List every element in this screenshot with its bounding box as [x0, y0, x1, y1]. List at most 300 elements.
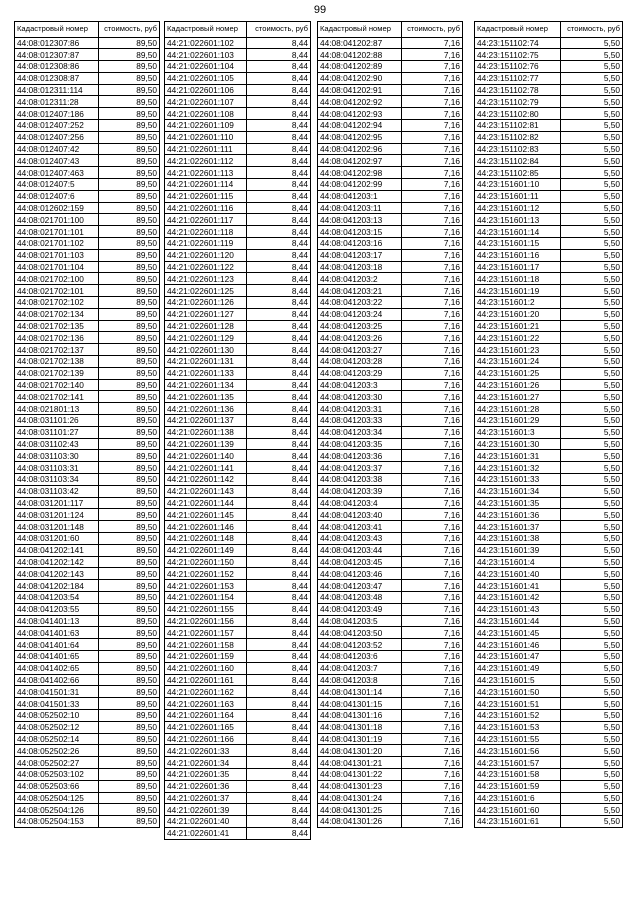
- cadastral-number-cell: 44:23:151601:35: [475, 497, 561, 509]
- table-row: [15, 792, 160, 804]
- cadastral-number-cell: 44:08:041202:90: [318, 72, 402, 84]
- table-row: [475, 261, 623, 273]
- cadastral-number-cell: 44:21:022601:148: [165, 532, 247, 544]
- cadastral-number-cell: 44:08:012407:252: [15, 120, 99, 132]
- table-row: [475, 639, 623, 651]
- cost-cell: 5,50: [561, 356, 623, 368]
- cost-cell: 8,44: [247, 61, 311, 73]
- cadastral-number-cell: 44:21:022601:102: [165, 37, 247, 49]
- table-row: [15, 356, 160, 368]
- table-row: [165, 214, 311, 226]
- cadastral-number-cell: 44:21:022601:34: [165, 757, 247, 769]
- cost-cell: 8,44: [247, 450, 311, 462]
- table-row: [165, 61, 311, 73]
- table-row: [15, 768, 160, 780]
- cost-cell: 89,50: [99, 485, 160, 497]
- cost-cell: 5,50: [561, 603, 623, 615]
- cadastral-number-cell: 44:08:041203:26: [318, 332, 402, 344]
- cadastral-number-cell: 44:23:151601:21: [475, 320, 561, 332]
- cadastral-number-cell: 44:08:031101:27: [15, 426, 99, 438]
- cadastral-number-cell: 44:21:022601:143: [165, 485, 247, 497]
- cadastral-number-cell: 44:23:151601:31: [475, 450, 561, 462]
- table-row: [15, 308, 160, 320]
- table-row: [15, 591, 160, 603]
- cost-cell: 5,50: [561, 639, 623, 651]
- table-row: [15, 521, 160, 533]
- cadastral-number-cell: 44:21:022601:40: [165, 816, 247, 828]
- cost-cell: 7,16: [402, 96, 463, 108]
- cadastral-number-cell: 44:08:052502:26: [15, 745, 99, 757]
- table-row: [318, 497, 463, 509]
- cadastral-number-cell: 44:08:041202:97: [318, 155, 402, 167]
- cost-cell: 7,16: [402, 297, 463, 309]
- table-row: [318, 61, 463, 73]
- cadastral-number-cell: 44:21:022601:114: [165, 179, 247, 191]
- cost-cell: 5,50: [561, 473, 623, 485]
- cadastral-number-cell: 44:21:022601:139: [165, 438, 247, 450]
- cadastral-number-cell: 44:08:041202:92: [318, 96, 402, 108]
- table-row: [15, 285, 160, 297]
- table-row: [15, 532, 160, 544]
- cadastral-number-cell: 44:21:022601:154: [165, 591, 247, 603]
- table-row: [15, 96, 160, 108]
- cadastral-number-cell: 44:08:041203:34: [318, 426, 402, 438]
- cadastral-number-cell: 44:23:151601:53: [475, 721, 561, 733]
- table-row: [165, 792, 311, 804]
- cost-cell: 7,16: [402, 308, 463, 320]
- table-row: [165, 709, 311, 721]
- cadastral-number-cell: 44:23:151102:78: [475, 84, 561, 96]
- table-row: [475, 745, 623, 757]
- table-row: [475, 438, 623, 450]
- cadastral-number-cell: 44:23:151601:60: [475, 804, 561, 816]
- cost-cell: 7,16: [402, 155, 463, 167]
- table-row: [165, 84, 311, 96]
- table-row: [318, 367, 463, 379]
- cadastral-number-cell: 44:08:031201:124: [15, 509, 99, 521]
- table-row: [15, 143, 160, 155]
- table-row: [15, 603, 160, 615]
- cost-cell: 8,44: [247, 768, 311, 780]
- table-row: [318, 285, 463, 297]
- table-row: [475, 167, 623, 179]
- cost-cell: 89,50: [99, 167, 160, 179]
- cadastral-number-cell: 44:08:052504:126: [15, 804, 99, 816]
- cost-cell: 5,50: [561, 521, 623, 533]
- table-row: [165, 332, 311, 344]
- cadastral-number-cell: 44:08:041401:65: [15, 650, 99, 662]
- cadastral-number-cell: 44:08:052504:125: [15, 792, 99, 804]
- table-row: [475, 403, 623, 415]
- table-row: [475, 521, 623, 533]
- cost-cell: 8,44: [247, 379, 311, 391]
- cadastral-number-cell: 44:08:041203:6: [318, 650, 402, 662]
- table-row: [15, 568, 160, 580]
- cost-cell: 8,44: [247, 650, 311, 662]
- cadastral-number-cell: 44:08:041203:44: [318, 544, 402, 556]
- table-row: [165, 261, 311, 273]
- table-row: [15, 721, 160, 733]
- cost-cell: 5,50: [561, 403, 623, 415]
- cost-cell: 8,44: [247, 792, 311, 804]
- table-row: [15, 332, 160, 344]
- cadastral-number-cell: 44:23:151601:19: [475, 285, 561, 297]
- cost-cell: 8,44: [247, 426, 311, 438]
- cost-cell: 7,16: [402, 356, 463, 368]
- cadastral-number-cell: 44:08:021701:103: [15, 249, 99, 261]
- cost-cell: 7,16: [402, 84, 463, 96]
- table-row: [475, 698, 623, 710]
- cost-cell: 7,16: [402, 521, 463, 533]
- table-row: [165, 96, 311, 108]
- cadastral-number-cell: 44:08:041202:141: [15, 544, 99, 556]
- cost-cell: 8,44: [247, 332, 311, 344]
- cadastral-number-cell: 44:21:022601:35: [165, 768, 247, 780]
- cadastral-number-cell: 44:23:151102:81: [475, 120, 561, 132]
- cadastral-number-cell: 44:23:151601:24: [475, 356, 561, 368]
- cost-cell: 89,50: [99, 686, 160, 698]
- table-row: [318, 49, 463, 61]
- cadastral-number-cell: 44:08:021701:104: [15, 261, 99, 273]
- cost-cell: 5,50: [561, 580, 623, 592]
- cadastral-number-cell: 44:08:041203:45: [318, 556, 402, 568]
- table-row: [318, 580, 463, 592]
- table-row: [475, 131, 623, 143]
- cost-cell: 89,50: [99, 308, 160, 320]
- table-row: [318, 568, 463, 580]
- table-row: [165, 344, 311, 356]
- cadastral-number-cell: 44:21:022601:39: [165, 804, 247, 816]
- cadastral-number-cell: 44:08:041203:3: [318, 379, 402, 391]
- cadastral-number-cell: 44:21:022601:116: [165, 202, 247, 214]
- table-row: [475, 344, 623, 356]
- cost-cell: 89,50: [99, 603, 160, 615]
- table-row: [15, 190, 160, 202]
- table-row: [318, 167, 463, 179]
- table-row: [15, 674, 160, 686]
- cadastral-number-cell: 44:21:022601:120: [165, 249, 247, 261]
- cadastral-number-cell: 44:08:021702:137: [15, 344, 99, 356]
- cadastral-number-cell: 44:08:041203:47: [318, 580, 402, 592]
- table-header-row: [318, 22, 463, 38]
- table-row: [475, 226, 623, 238]
- cadastral-number-cell: 44:08:041202:89: [318, 61, 402, 73]
- cost-cell: 5,50: [561, 143, 623, 155]
- cost-cell: 8,44: [247, 285, 311, 297]
- cost-cell: 8,44: [247, 96, 311, 108]
- table-row: [318, 179, 463, 191]
- table-row: [165, 532, 311, 544]
- table-row: [475, 509, 623, 521]
- cadastral-number-cell: 44:08:041301:26: [318, 816, 402, 828]
- table-row: [475, 662, 623, 674]
- cadastral-number-cell: 44:08:041202:98: [318, 167, 402, 179]
- table-row: [475, 485, 623, 497]
- cadastral-number-cell: 44:08:041501:31: [15, 686, 99, 698]
- cost-cell: 8,44: [247, 238, 311, 250]
- cost-cell: 8,44: [247, 603, 311, 615]
- cadastral-number-cell: 44:08:041203:5: [318, 615, 402, 627]
- table-row: [165, 780, 311, 792]
- table-row: [165, 509, 311, 521]
- table-row: [15, 249, 160, 261]
- cost-cell: 5,50: [561, 84, 623, 96]
- cadastral-number-cell: 44:08:052502:27: [15, 757, 99, 769]
- cadastral-number-cell: 44:23:151601:46: [475, 639, 561, 651]
- cadastral-number-cell: 44:21:022601:125: [165, 285, 247, 297]
- cadastral-number-cell: 44:23:151601:32: [475, 462, 561, 474]
- cadastral-number-cell: 44:21:022601:164: [165, 709, 247, 721]
- cost-cell: 7,16: [402, 426, 463, 438]
- cost-cell: 5,50: [561, 544, 623, 556]
- cadastral-number-cell: 44:08:021702:139: [15, 367, 99, 379]
- table-row: [165, 768, 311, 780]
- cadastral-number-cell: 44:08:041501:33: [15, 698, 99, 710]
- table-row: [15, 580, 160, 592]
- table-row: [318, 261, 463, 273]
- table-row: [165, 190, 311, 202]
- cadastral-number-cell: 44:08:031103:31: [15, 462, 99, 474]
- cadastral-number-cell: 44:08:041203:40: [318, 509, 402, 521]
- table-row: [165, 544, 311, 556]
- cadastral-number-cell: 44:23:151102:74: [475, 37, 561, 49]
- table-row: [475, 580, 623, 592]
- cost-header: стоимость, руб: [561, 22, 623, 38]
- cost-cell: 5,50: [561, 96, 623, 108]
- cost-cell: 89,50: [99, 96, 160, 108]
- cost-cell: 8,44: [247, 485, 311, 497]
- table-row: [318, 757, 463, 769]
- cadastral-number-cell: 44:08:041203:43: [318, 532, 402, 544]
- cost-cell: 8,44: [247, 49, 311, 61]
- table-row: [318, 308, 463, 320]
- table-row: [165, 733, 311, 745]
- table-row: [475, 214, 623, 226]
- cadastral-number-cell: 44:08:041203:49: [318, 603, 402, 615]
- cadastral-number-cell: 44:08:031201:117: [15, 497, 99, 509]
- table-row: [475, 190, 623, 202]
- cadastral-number-cell: 44:23:151601:37: [475, 521, 561, 533]
- table-row: [318, 143, 463, 155]
- table-row: [318, 426, 463, 438]
- cost-cell: 8,44: [247, 367, 311, 379]
- cadastral-number-cell: 44:08:012407:186: [15, 108, 99, 120]
- cost-cell: 89,50: [99, 639, 160, 651]
- table-row: [15, 214, 160, 226]
- cost-cell: 7,16: [402, 509, 463, 521]
- cost-cell: 7,16: [402, 650, 463, 662]
- cadastral-number-cell: 44:21:022601:155: [165, 603, 247, 615]
- table-row: [318, 120, 463, 132]
- table-row: [318, 108, 463, 120]
- cadastral-number-cell: 44:08:031101:26: [15, 415, 99, 427]
- table-row: [15, 179, 160, 191]
- cost-cell: 5,50: [561, 297, 623, 309]
- cadastral-number-cell: 44:23:151601:45: [475, 627, 561, 639]
- table-row: [165, 226, 311, 238]
- cost-cell: 7,16: [402, 226, 463, 238]
- cadastral-number-cell: 44:08:041203:22: [318, 297, 402, 309]
- table-row: [318, 273, 463, 285]
- cost-cell: 5,50: [561, 721, 623, 733]
- cadastral-number-cell: 44:08:041203:13: [318, 214, 402, 226]
- table-row: [318, 391, 463, 403]
- cost-cell: 89,50: [99, 757, 160, 769]
- cost-cell: 7,16: [402, 415, 463, 427]
- cost-cell: 5,50: [561, 816, 623, 828]
- table-row: [318, 627, 463, 639]
- cost-cell: 89,50: [99, 49, 160, 61]
- table-row: [318, 556, 463, 568]
- table-row: [15, 450, 160, 462]
- cadastral-number-cell: 44:21:022601:36: [165, 780, 247, 792]
- cost-cell: 7,16: [402, 686, 463, 698]
- table-row: [165, 674, 311, 686]
- cost-cell: 8,44: [247, 780, 311, 792]
- table-row: [165, 485, 311, 497]
- cadastral-number-cell: 44:08:031103:30: [15, 450, 99, 462]
- cost-cell: 8,44: [247, 591, 311, 603]
- table-row: [318, 485, 463, 497]
- cost-cell: 89,50: [99, 426, 160, 438]
- cost-cell: 7,16: [402, 391, 463, 403]
- cadastral-number-cell: 44:23:151601:40: [475, 568, 561, 580]
- cost-cell: 5,50: [561, 792, 623, 804]
- cadastral-number-cell: 44:23:151102:77: [475, 72, 561, 84]
- cadastral-number-cell: 44:23:151601:41: [475, 580, 561, 592]
- cost-cell: 8,44: [247, 544, 311, 556]
- cost-cell: 5,50: [561, 650, 623, 662]
- cost-cell: 7,16: [402, 285, 463, 297]
- table-row: [475, 721, 623, 733]
- table-row: [15, 108, 160, 120]
- table-row: [15, 473, 160, 485]
- cadastral-number-cell: 44:08:021702:138: [15, 356, 99, 368]
- table-row: [475, 473, 623, 485]
- cost-cell: 8,44: [247, 297, 311, 309]
- cost-cell: 5,50: [561, 155, 623, 167]
- cost-cell: 89,50: [99, 297, 160, 309]
- table-row: [318, 297, 463, 309]
- cost-cell: 7,16: [402, 61, 463, 73]
- cost-cell: 7,16: [402, 768, 463, 780]
- cost-cell: 5,50: [561, 37, 623, 49]
- table-row: [15, 61, 160, 73]
- cost-cell: 8,44: [247, 143, 311, 155]
- cost-cell: 5,50: [561, 674, 623, 686]
- table-row: [318, 238, 463, 250]
- table-row: [15, 167, 160, 179]
- cadastral-number-cell: 44:08:041301:25: [318, 804, 402, 816]
- table-row: [475, 72, 623, 84]
- cadastral-number-cell: 44:21:022601:149: [165, 544, 247, 556]
- cost-cell: 5,50: [561, 49, 623, 61]
- cadastral-number-cell: 44:08:012308:87: [15, 72, 99, 84]
- cadastral-number-cell: 44:08:041203:36: [318, 450, 402, 462]
- cost-cell: 7,16: [402, 143, 463, 155]
- cost-cell: 5,50: [561, 379, 623, 391]
- table-header-row: [475, 22, 623, 38]
- cadastral-number-cell: 44:08:052502:10: [15, 709, 99, 721]
- cadastral-number-cell: 44:08:052502:14: [15, 733, 99, 745]
- cadastral-number-cell: 44:21:022601:41: [165, 827, 247, 839]
- cadastral-number-cell: 44:23:151601:15: [475, 238, 561, 250]
- page-number: 99: [313, 4, 327, 16]
- cadastral-number-cell: 44:08:021701:102: [15, 238, 99, 250]
- table-row: [165, 745, 311, 757]
- table-row: [475, 768, 623, 780]
- cost-cell: 5,50: [561, 391, 623, 403]
- cadastral-number-cell: 44:21:022601:159: [165, 650, 247, 662]
- table-row: [475, 591, 623, 603]
- cadastral-number-cell: 44:08:041301:22: [318, 768, 402, 780]
- cadastral-number-cell: 44:21:022601:142: [165, 473, 247, 485]
- table-row: [475, 686, 623, 698]
- cost-cell: 89,50: [99, 37, 160, 49]
- cadastral-number-cell: 44:21:022601:129: [165, 332, 247, 344]
- cadastral-number-cell: 44:23:151601:38: [475, 532, 561, 544]
- cadastral-number-cell: 44:08:041301:21: [318, 757, 402, 769]
- cadastral-number-cell: 44:21:022601:103: [165, 49, 247, 61]
- table-row: [165, 603, 311, 615]
- table-row: [15, 698, 160, 710]
- table-row: [15, 804, 160, 816]
- table-row: [475, 627, 623, 639]
- table-row: [318, 37, 463, 49]
- cadastral-number-cell: 44:08:041203:18: [318, 261, 402, 273]
- table-row: [475, 426, 623, 438]
- cost-cell: 89,50: [99, 768, 160, 780]
- table-row: [165, 757, 311, 769]
- table-row: [475, 497, 623, 509]
- cost-cell: 8,44: [247, 473, 311, 485]
- cost-cell: 89,50: [99, 780, 160, 792]
- cadastral-number-cell: 44:08:052503:102: [15, 768, 99, 780]
- table-row: [475, 179, 623, 191]
- cadastral-number-cell: 44:08:031103:42: [15, 485, 99, 497]
- table-row: [475, 285, 623, 297]
- cadastral-number-cell: 44:08:041402:66: [15, 674, 99, 686]
- cadastral-number-cell: 44:08:041202:143: [15, 568, 99, 580]
- cadastral-number-cell: 44:21:022601:137: [165, 415, 247, 427]
- cadastral-number-cell: 44:08:041203:1: [318, 190, 402, 202]
- cost-table-1: [14, 21, 160, 828]
- table-row: [15, 509, 160, 521]
- table-row: [318, 403, 463, 415]
- table-row: [15, 37, 160, 49]
- table-row: [165, 698, 311, 710]
- table-row: [318, 202, 463, 214]
- cadastral-number-cell: 44:08:041202:95: [318, 131, 402, 143]
- cadastral-number-cell: 44:23:151601:49: [475, 662, 561, 674]
- cadastral-number-cell: 44:21:022601:126: [165, 297, 247, 309]
- table-row: [475, 674, 623, 686]
- cost-cell: 8,44: [247, 521, 311, 533]
- cost-cell: 89,50: [99, 816, 160, 828]
- cadastral-number-cell: 44:08:041203:11: [318, 202, 402, 214]
- table-row: [318, 792, 463, 804]
- cost-cell: 5,50: [561, 308, 623, 320]
- cadastral-number-cell: 44:08:041202:96: [318, 143, 402, 155]
- cadastral-number-cell: 44:08:041203:31: [318, 403, 402, 415]
- cadastral-number-cell: 44:23:151601:5: [475, 674, 561, 686]
- cost-cell: 5,50: [561, 768, 623, 780]
- cadastral-number-cell: 44:21:022601:144: [165, 497, 247, 509]
- cost-table-2: [164, 21, 311, 840]
- cost-cell: 7,16: [402, 179, 463, 191]
- cost-cell: 8,44: [247, 108, 311, 120]
- table-row: [15, 485, 160, 497]
